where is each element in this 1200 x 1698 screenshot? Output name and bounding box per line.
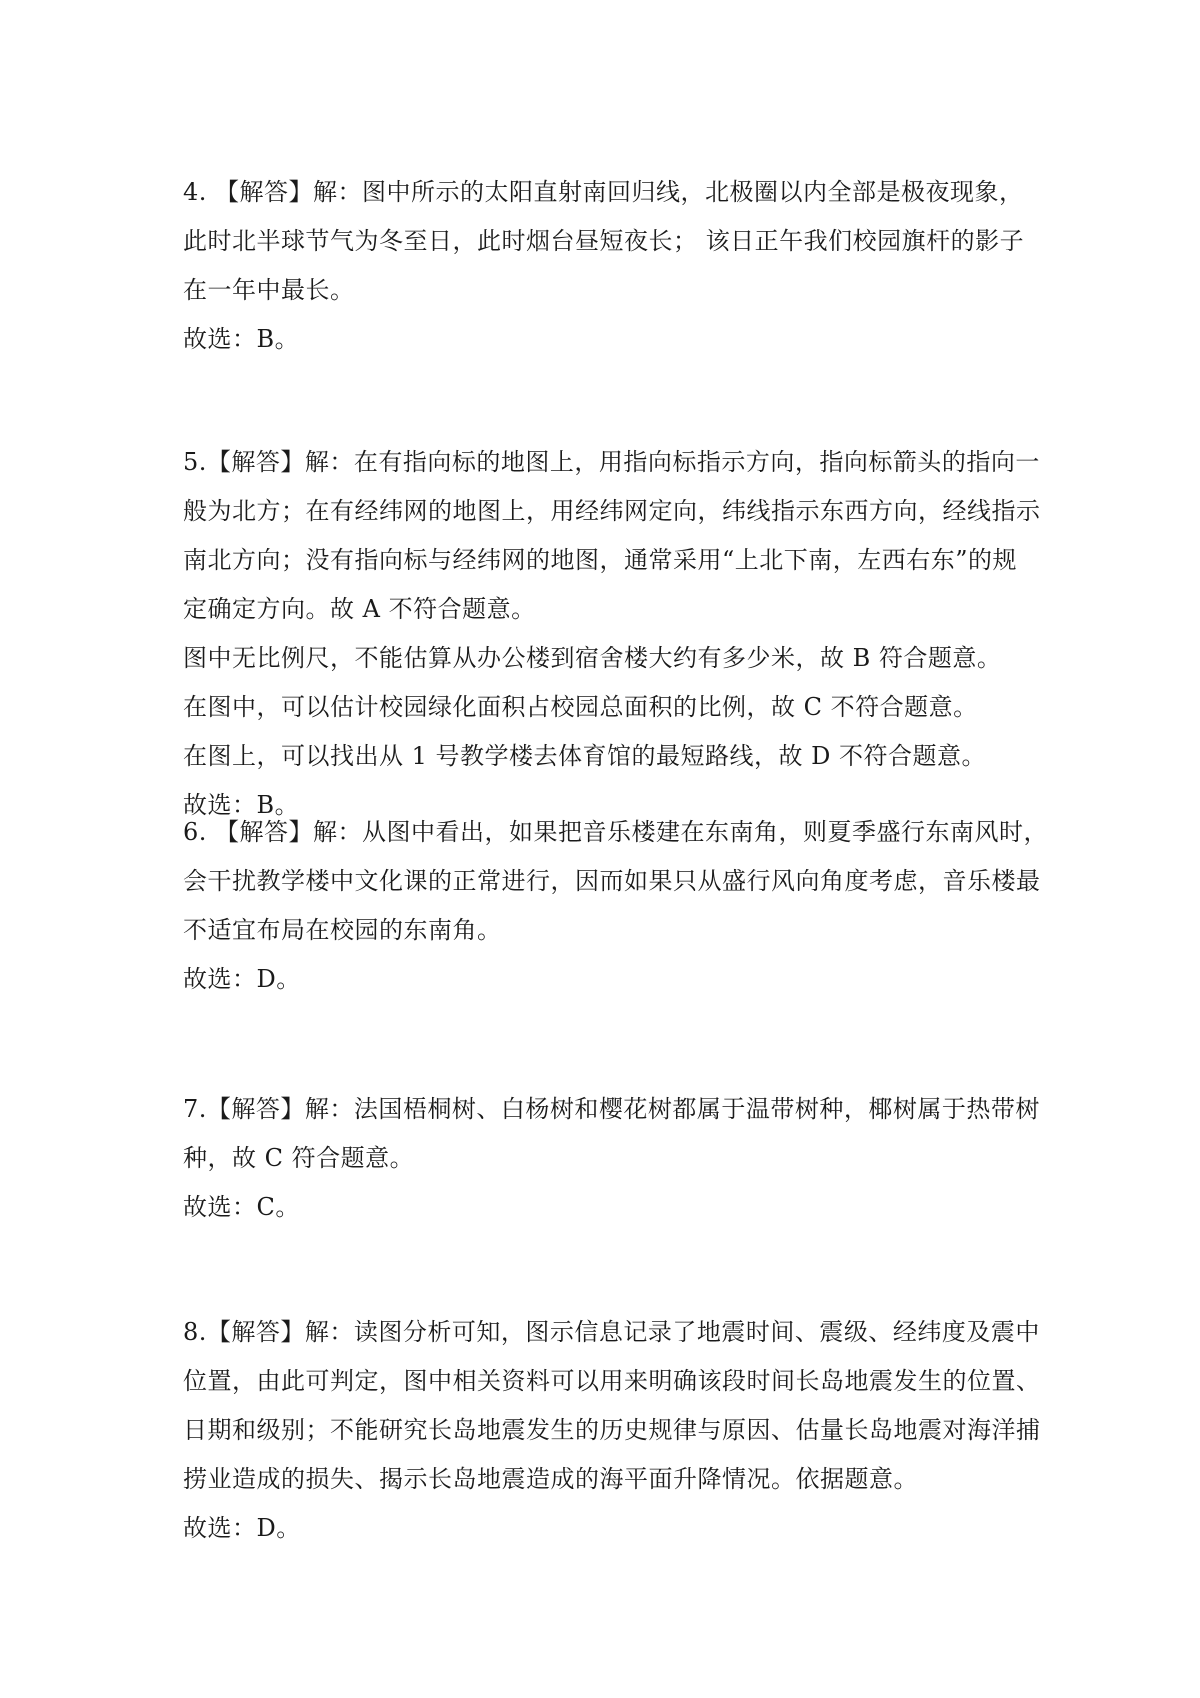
answer-line: 不适宜布局在校园的东南角。 (183, 916, 502, 944)
answer-6 (183, 808, 1049, 1004)
answer-line: 日期和级别；不能研究长岛地震发生的历史规律与原因、估量长岛地震对海洋捕 (183, 1416, 1041, 1444)
answer-choice: 故选：D。 (183, 965, 301, 993)
answer-choice: 故选：D。 (183, 1514, 301, 1542)
answer-line: 在图上，可以找出从 1 号教学楼去体育馆的最短路线，故 D 不符合题意。 (183, 742, 987, 770)
answer-line: 此时北半球节气为冬至日，此时烟台昼短夜长； 该日正午我们校园旗杆的影子 (183, 227, 1025, 255)
answer-line: 8.【解答】解：读图分析可知，图示信息记录了地震时间、震级、经纬度及震中 (183, 1318, 1040, 1346)
answer-line: 在一年中最长。 (183, 276, 355, 304)
answer-4 (183, 168, 1043, 364)
answer-line: 南北方向；没有指向标与经纬网的地图，通常采用“上北下南，左西右东”的规 (183, 546, 1018, 574)
answer-line: 种，故 C 符合题意。 (183, 1144, 415, 1172)
answer-line: 4. 【解答】解：图中所示的太阳直射南回归线，北极圈以内全部是极夜现象， (183, 178, 1024, 206)
answer-line: 捞业造成的损失、揭示长岛地震造成的海平面升降情况。依据题意。 (183, 1465, 918, 1493)
answer-line: 在图中，可以估计校园绿化面积占校园总面积的比例，故 C 不符合题意。 (183, 693, 978, 721)
answer-choice: 故选：B。 (183, 791, 300, 819)
answer-8 (183, 1308, 1043, 1553)
answer-choice: 故选：B。 (183, 325, 300, 353)
answer-line: 7.【解答】解：法国梧桐树、白杨树和樱花树都属于温带树种，椰树属于热带树 (183, 1095, 1040, 1123)
answer-line: 5.【解答】解：在有指向标的地图上，用指向标指示方向，指向标箭头的指向一 (183, 448, 1040, 476)
answer-line: 般为北方；在有经纬网的地图上，用经纬网定向，纬线指示东西方向，经线指示 (183, 497, 1041, 525)
answer-line: 会干扰教学楼中文化课的正常进行，因而如果只从盛行风向角度考虑，音乐楼最 (183, 867, 1041, 895)
answer-line: 图中无比例尺，不能估算从办公楼到宿舍楼大约有多少米，故 B 符合题意。 (183, 644, 1002, 672)
answer-line: 6. 【解答】解：从图中看出，如果把音乐楼建在东南角，则夏季盛行东南风时， (183, 818, 1049, 846)
answer-7 (183, 1085, 1043, 1232)
answer-line: 定确定方向。故 A 不符合题意。 (183, 595, 536, 623)
answer-5 (183, 438, 1043, 830)
answer-line: 位置，由此可判定，图中相关资料可以用来明确该段时间长岛地震发生的位置、 (183, 1367, 1041, 1395)
answer-choice: 故选：C。 (183, 1193, 300, 1221)
